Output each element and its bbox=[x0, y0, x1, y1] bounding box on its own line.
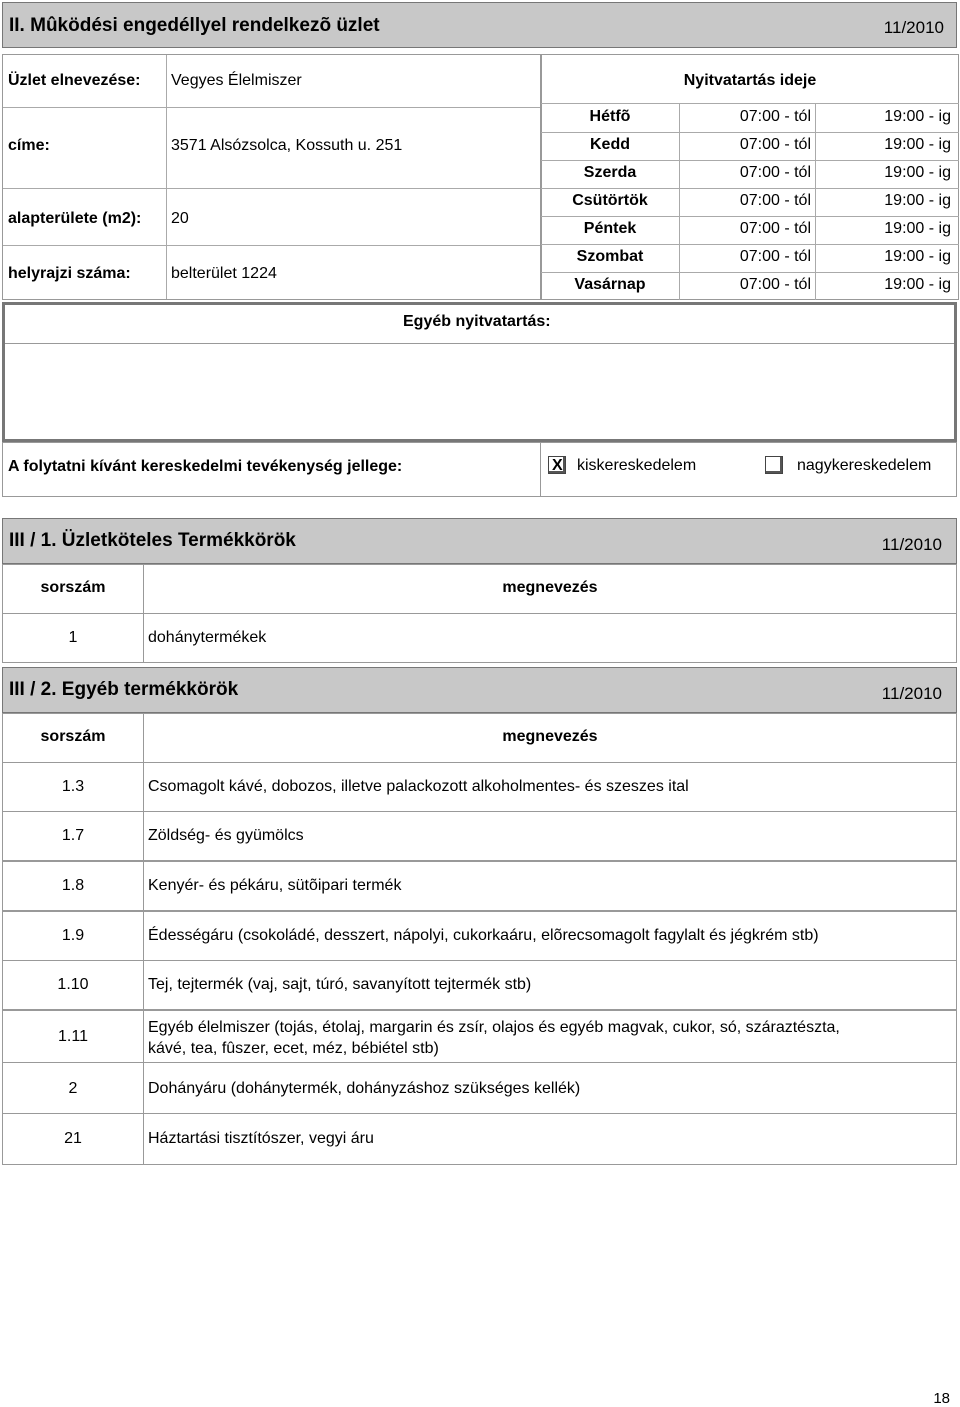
shop-lot-label: helyrajzi száma: bbox=[8, 265, 131, 282]
row-name: Háztartási tisztítószer, vegyi áru bbox=[148, 1130, 374, 1147]
col-header-name: megnevezés bbox=[502, 728, 598, 745]
table-row bbox=[2, 762, 957, 812]
wholesale-label: nagykereskedelem bbox=[797, 457, 932, 474]
row-num: 1.7 bbox=[61, 827, 85, 844]
hours-row-sunday bbox=[541, 272, 959, 300]
shop-lot-value: belterület 1224 bbox=[171, 265, 277, 282]
hours-from: 07:00 - tól bbox=[739, 192, 811, 209]
other-hours-label: Egyéb nyitvatartás: bbox=[403, 313, 551, 330]
hours-from: 07:00 - tól bbox=[739, 108, 811, 125]
table-row bbox=[2, 1113, 957, 1165]
shop-area-value: 20 bbox=[171, 210, 189, 227]
hours-row-thursday bbox=[541, 188, 959, 217]
hours-to: 19:00 - ig bbox=[884, 136, 951, 153]
shop-address-label: címe: bbox=[8, 137, 50, 154]
col-header-num: sorszám bbox=[40, 728, 106, 745]
hours-to: 19:00 - ig bbox=[884, 276, 951, 293]
hours-row-monday bbox=[541, 104, 959, 133]
section-date: 11/2010 bbox=[881, 535, 942, 554]
row-name: Édességáru (csokoládé, desszert, nápolyi, cukorkaáru, elõrecsomagolt fagylalt és jégkrém stb) bbox=[148, 927, 819, 944]
hours-row-friday bbox=[541, 216, 959, 245]
section-title: II. Mûködési engedéllyel rendelkezõ üzlet bbox=[9, 15, 380, 36]
table-header bbox=[2, 564, 957, 614]
opening-hours-title: Nyitvatartás ideje bbox=[683, 72, 817, 89]
table-header bbox=[2, 713, 957, 763]
col-header-name: megnevezés bbox=[502, 579, 598, 596]
section-date: 11/2010 bbox=[881, 684, 942, 703]
activity-label: A folytatni kívánt kereskedelmi tevékenység jellege: bbox=[8, 458, 403, 475]
hours-from: 07:00 - tól bbox=[739, 220, 811, 237]
row-name: Zöldség- és gyümölcs bbox=[148, 827, 304, 844]
table-row bbox=[2, 960, 957, 1010]
row-name: Tej, tejtermék (vaj, sajt, túró, savanyított tejtermék stb) bbox=[148, 976, 532, 993]
hours-to: 19:00 - ig bbox=[884, 248, 951, 265]
section-header-ii bbox=[2, 2, 957, 48]
other-hours-field[interactable] bbox=[6, 342, 954, 438]
row-num: 21 bbox=[64, 1130, 82, 1147]
hours-to: 19:00 - ig bbox=[884, 192, 951, 209]
table-row bbox=[2, 811, 957, 861]
col-header-num: sorszám bbox=[40, 579, 106, 596]
table-row bbox=[2, 911, 957, 961]
section-title: III / 1. Üzletköteles Termékkörök bbox=[9, 530, 296, 551]
row-num: 1 bbox=[68, 629, 78, 646]
row-num: 1.3 bbox=[61, 778, 85, 795]
shop-name-value: Vegyes Élelmiszer bbox=[171, 72, 302, 89]
row-num: 1.11 bbox=[58, 1028, 88, 1045]
hours-day: Hétfõ bbox=[589, 108, 631, 125]
section-header-iii-1 bbox=[2, 518, 957, 564]
hours-row-wednesday bbox=[541, 160, 959, 189]
table-row bbox=[2, 1062, 957, 1114]
wholesale-checkbox[interactable] bbox=[765, 456, 783, 474]
table-row bbox=[2, 861, 957, 911]
hours-row-saturday bbox=[541, 244, 959, 273]
hours-to: 19:00 - ig bbox=[884, 164, 951, 181]
section-title: III / 2. Egyéb termékkörök bbox=[9, 679, 239, 700]
hours-to: 19:00 - ig bbox=[884, 108, 951, 125]
hours-day: Péntek bbox=[583, 220, 637, 237]
retail-checkbox[interactable] bbox=[548, 456, 566, 474]
retail-check-mark: X bbox=[552, 457, 563, 474]
row-num: 2 bbox=[68, 1080, 78, 1097]
section-date: 11/2010 bbox=[883, 18, 944, 37]
hours-from: 07:00 - tól bbox=[739, 248, 811, 265]
shop-address-value: 3571 Alsózsolca, Kossuth u. 251 bbox=[171, 137, 403, 154]
row-name-continued: kávé, tea, fûszer, ecet, méz, bébiétel stb) bbox=[148, 1040, 439, 1057]
shop-name-label: Üzlet elnevezése: bbox=[8, 72, 141, 89]
row-name: Egyéb élelmiszer (tojás, étolaj, margarin és zsír, olajos és egyéb magvak, cukor, só, száraztészta, bbox=[148, 1019, 840, 1036]
hours-to: 19:00 - ig bbox=[884, 220, 951, 237]
row-num: 1.10 bbox=[57, 976, 89, 993]
table-row bbox=[2, 1010, 957, 1063]
hours-day: Csütörtök bbox=[572, 192, 648, 209]
retail-label: kiskereskedelem bbox=[577, 457, 697, 474]
page-number: 18 bbox=[933, 1390, 950, 1407]
shop-area-label: alapterülete (m2): bbox=[8, 210, 142, 227]
hours-day: Szerda bbox=[583, 164, 637, 181]
row-name: dohánytermékek bbox=[148, 629, 267, 646]
table-row bbox=[2, 613, 957, 663]
hours-from: 07:00 - tól bbox=[739, 136, 811, 153]
row-name: Kenyér- és pékáru, sütõipari termék bbox=[148, 877, 402, 894]
hours-day: Vasárnap bbox=[574, 276, 646, 293]
hours-from: 07:00 - tól bbox=[739, 276, 811, 293]
hours-day: Szombat bbox=[576, 248, 644, 265]
row-num: 1.9 bbox=[61, 927, 85, 944]
hours-from: 07:00 - tól bbox=[739, 164, 811, 181]
hours-row-tuesday bbox=[541, 132, 959, 161]
shop-info-block bbox=[2, 54, 541, 300]
row-name: Csomagolt kávé, dobozos, illetve palackozott alkoholmentes- és szeszes ital bbox=[148, 778, 689, 795]
row-name: Dohányáru (dohánytermék, dohányzáshoz szükséges kellék) bbox=[148, 1080, 581, 1097]
hours-day: Kedd bbox=[590, 136, 630, 153]
row-num: 1.8 bbox=[61, 877, 85, 894]
section-header-iii-2 bbox=[2, 667, 957, 713]
